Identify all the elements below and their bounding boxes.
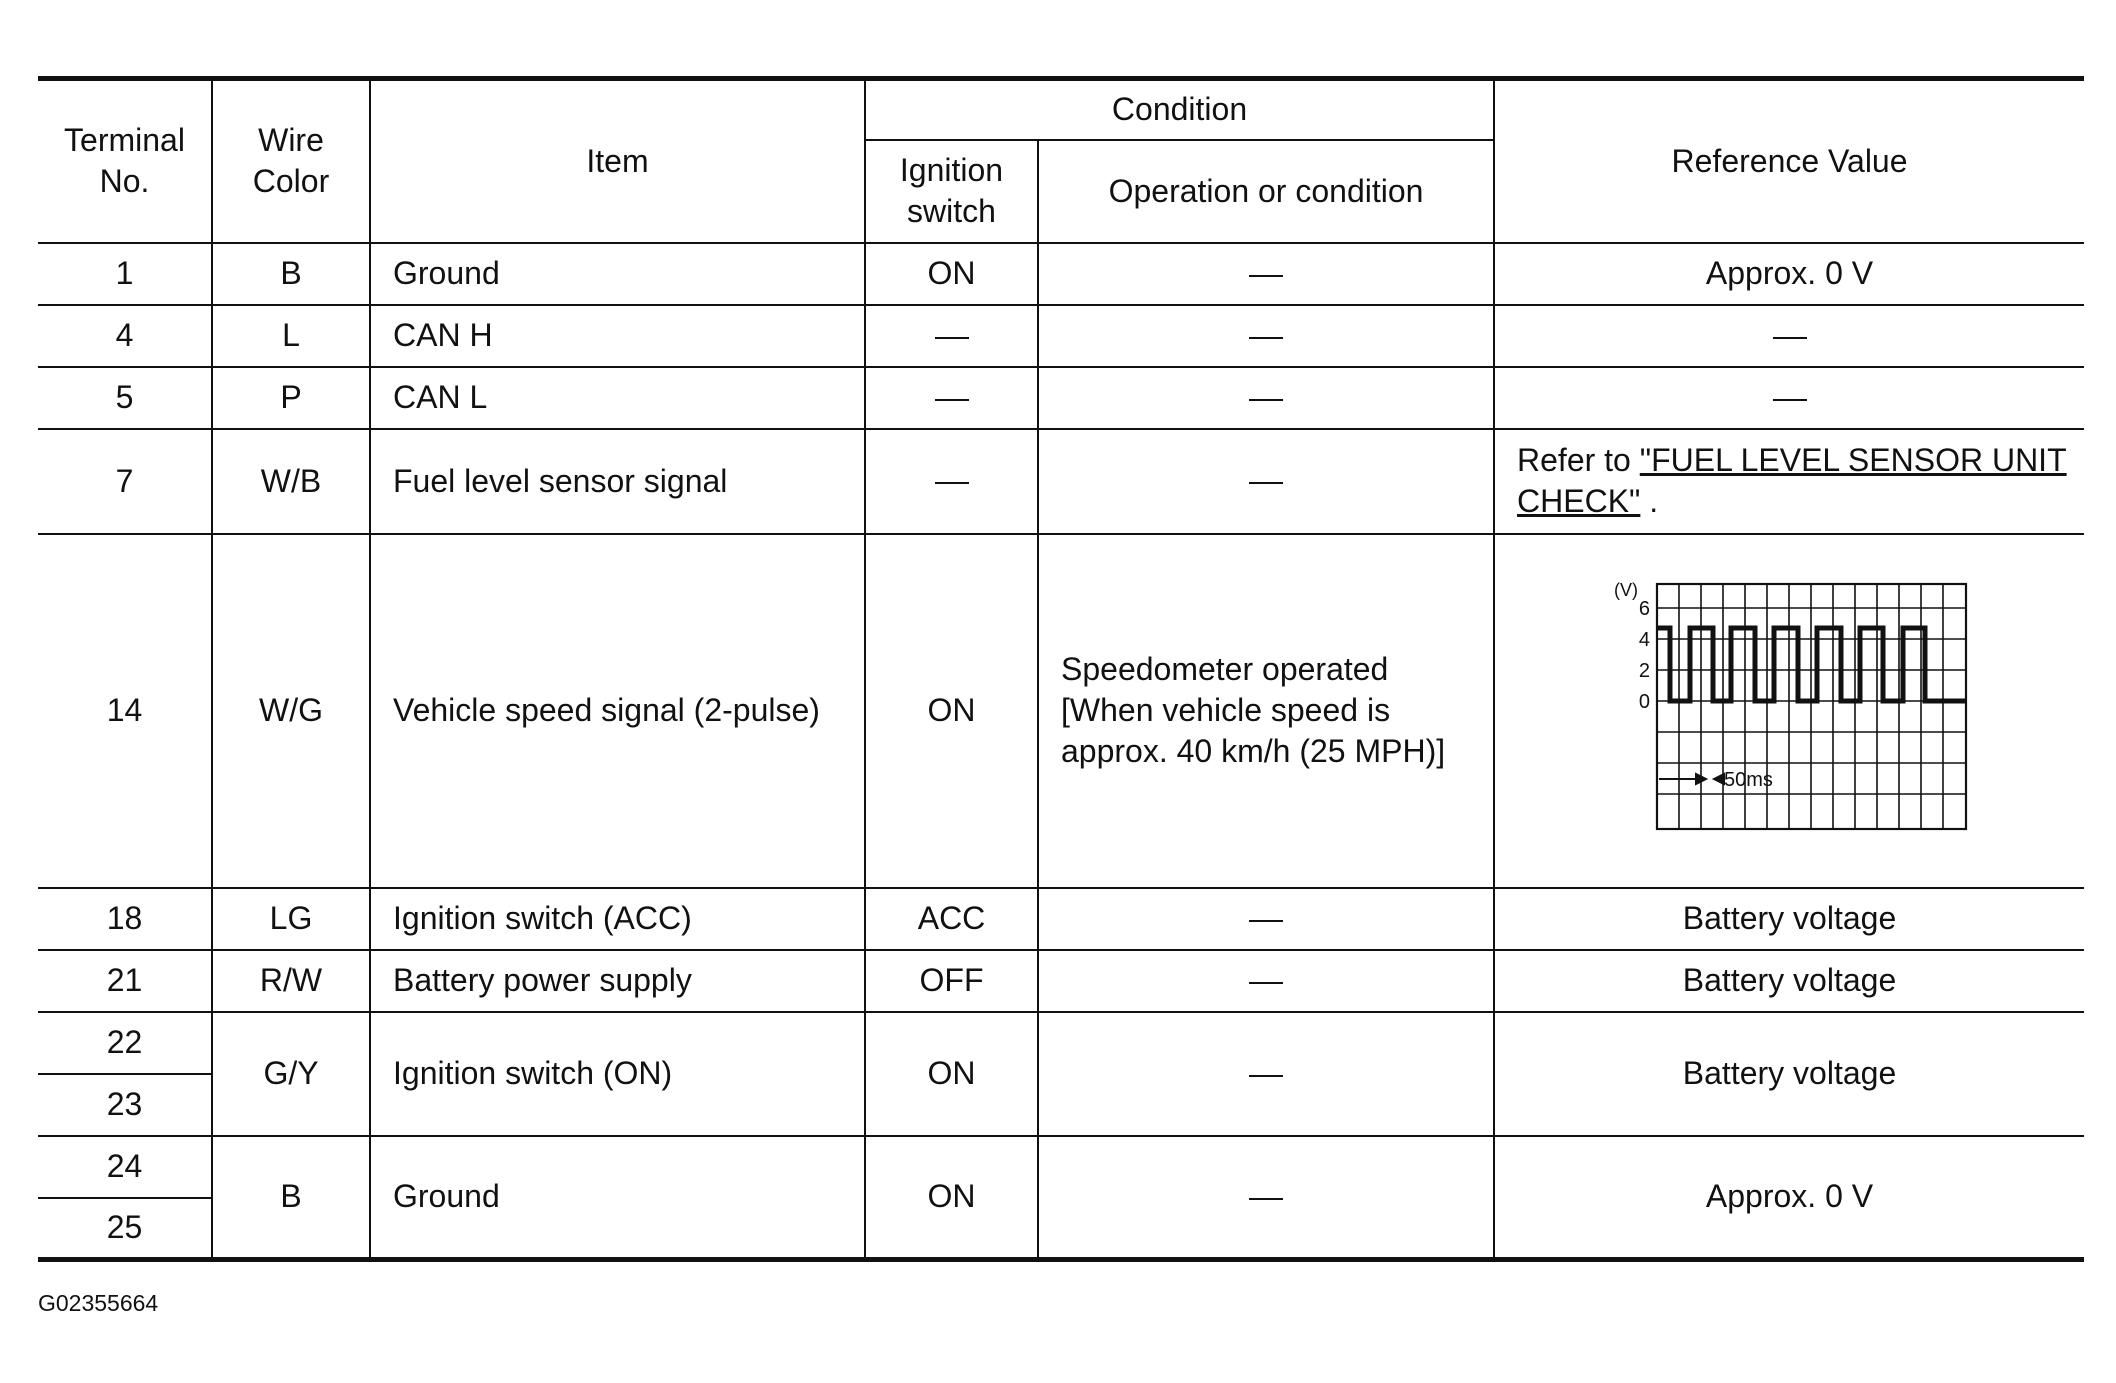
operation-cell	[1038, 950, 1494, 1012]
table-row	[38, 1012, 2084, 1074]
operation-cell	[1038, 1136, 1494, 1260]
reference-cell	[1494, 367, 2084, 429]
dash-mark	[1249, 337, 1283, 339]
terminal-cell: 1	[38, 243, 212, 305]
wire-color-cell: L	[212, 305, 370, 367]
item-cell: Vehicle speed signal (2-pulse)	[370, 534, 865, 888]
dash-mark	[935, 482, 969, 484]
item-cell: Ground	[370, 1136, 865, 1260]
reference-cell: Approx. 0 V	[1494, 1136, 2084, 1260]
dash-mark	[1249, 920, 1283, 922]
dash-mark	[1249, 1198, 1283, 1200]
ignition-cell: ACC	[865, 888, 1038, 950]
terminal-reference-table	[38, 76, 2084, 1262]
reference-cell: Battery voltage	[1494, 888, 2084, 950]
header-ignition-switch: Ignition switch	[865, 140, 1038, 243]
item-cell: Fuel level sensor signal	[370, 429, 865, 534]
table-row	[38, 367, 2084, 429]
reference-cell	[1494, 534, 2084, 888]
wire-color-cell: LG	[212, 888, 370, 950]
pulse-waveform	[1610, 576, 1970, 846]
dash-mark	[1249, 1075, 1283, 1077]
wire-color-cell: W/B	[212, 429, 370, 534]
y-tick-label: 6	[1638, 597, 1650, 620]
dash-mark	[1249, 399, 1283, 401]
header-reference-value: Reference Value	[1494, 79, 2084, 243]
item-cell: CAN H	[370, 305, 865, 367]
terminal-cell: 14	[38, 534, 212, 888]
ignition-cell	[865, 305, 1038, 367]
ignition-cell	[865, 429, 1038, 534]
reference-cell: Battery voltage	[1494, 1012, 2084, 1136]
waveform-grid	[1657, 584, 1966, 829]
terminal-cell: 22	[38, 1012, 212, 1074]
header-operation-or-condition: Operation or condition	[1038, 140, 1494, 243]
time-scale-marker	[1659, 774, 1724, 784]
terminal-table-container	[38, 76, 2084, 1262]
operation-cell	[1038, 305, 1494, 367]
terminal-cell: 4	[38, 305, 212, 367]
reference-cell	[1494, 429, 2084, 534]
y-tick-label: 4	[1638, 628, 1650, 651]
table-row	[38, 950, 2084, 1012]
ignition-cell	[865, 367, 1038, 429]
reference-cell	[1494, 305, 2084, 367]
header-wire-color: Wire Color	[212, 79, 370, 243]
item-cell: Ignition switch (ACC)	[370, 888, 865, 950]
ignition-cell: OFF	[865, 950, 1038, 1012]
terminal-cell: 24	[38, 1136, 212, 1198]
operation-cell: Speedometer operated [When vehicle speed is approx. 40 km/h (25 MPH)]	[1038, 534, 1494, 888]
wire-color-cell: W/G	[212, 534, 370, 888]
header-item: Item	[370, 79, 865, 243]
terminal-cell: 5	[38, 367, 212, 429]
y-tick-label: 0	[1638, 690, 1650, 713]
operation-cell	[1038, 243, 1494, 305]
table-row	[38, 305, 2084, 367]
terminal-cell: 25	[38, 1198, 212, 1260]
ignition-cell: ON	[865, 534, 1038, 888]
operation-cell	[1038, 367, 1494, 429]
wire-color-cell: B	[212, 1136, 370, 1260]
dash-mark	[935, 399, 969, 401]
table-row	[38, 243, 2084, 305]
figure-code: G02355664	[38, 1290, 159, 1316]
y-tick-label: 2	[1638, 659, 1650, 682]
wire-color-cell: B	[212, 243, 370, 305]
wire-color-cell: R/W	[212, 950, 370, 1012]
fuel-level-sensor-check-link[interactable]: "FUEL LEVEL SENSOR UNIT CHECK"	[1517, 442, 2067, 519]
terminal-cell: 7	[38, 429, 212, 534]
ignition-cell: ON	[865, 243, 1038, 305]
terminal-cell: 18	[38, 888, 212, 950]
wire-color-cell: P	[212, 367, 370, 429]
table-row	[38, 534, 2084, 888]
dash-mark	[1249, 982, 1283, 984]
time-scale-label: 50ms	[1723, 768, 1773, 791]
table-row	[38, 1136, 2084, 1198]
header-terminal-no: Terminal No.	[38, 79, 212, 243]
item-cell: CAN L	[370, 367, 865, 429]
wire-color-cell: G/Y	[212, 1012, 370, 1136]
reference-suffix: .	[1640, 483, 1659, 519]
ignition-cell: ON	[865, 1012, 1038, 1136]
item-cell: Ground	[370, 243, 865, 305]
terminal-cell: 21	[38, 950, 212, 1012]
dash-mark	[1249, 482, 1283, 484]
header-condition: Condition	[865, 79, 1494, 140]
reference-cell: Approx. 0 V	[1494, 243, 2084, 305]
operation-cell	[1038, 888, 1494, 950]
reference-cell: Battery voltage	[1494, 950, 2084, 1012]
ignition-cell: ON	[865, 1136, 1038, 1260]
operation-cell	[1038, 429, 1494, 534]
dash-mark	[935, 337, 969, 339]
dash-mark	[1249, 275, 1283, 277]
table-row	[38, 429, 2084, 534]
dash-mark	[1773, 337, 1807, 339]
table-row	[38, 888, 2084, 950]
operation-cell	[1038, 1012, 1494, 1136]
item-cell: Battery power supply	[370, 950, 865, 1012]
reference-prefix: Refer to	[1517, 442, 1640, 478]
item-cell: Ignition switch (ON)	[370, 1012, 865, 1136]
terminal-cell: 23	[38, 1074, 212, 1136]
y-unit-label: (V)	[1613, 579, 1638, 600]
dash-mark	[1773, 399, 1807, 401]
